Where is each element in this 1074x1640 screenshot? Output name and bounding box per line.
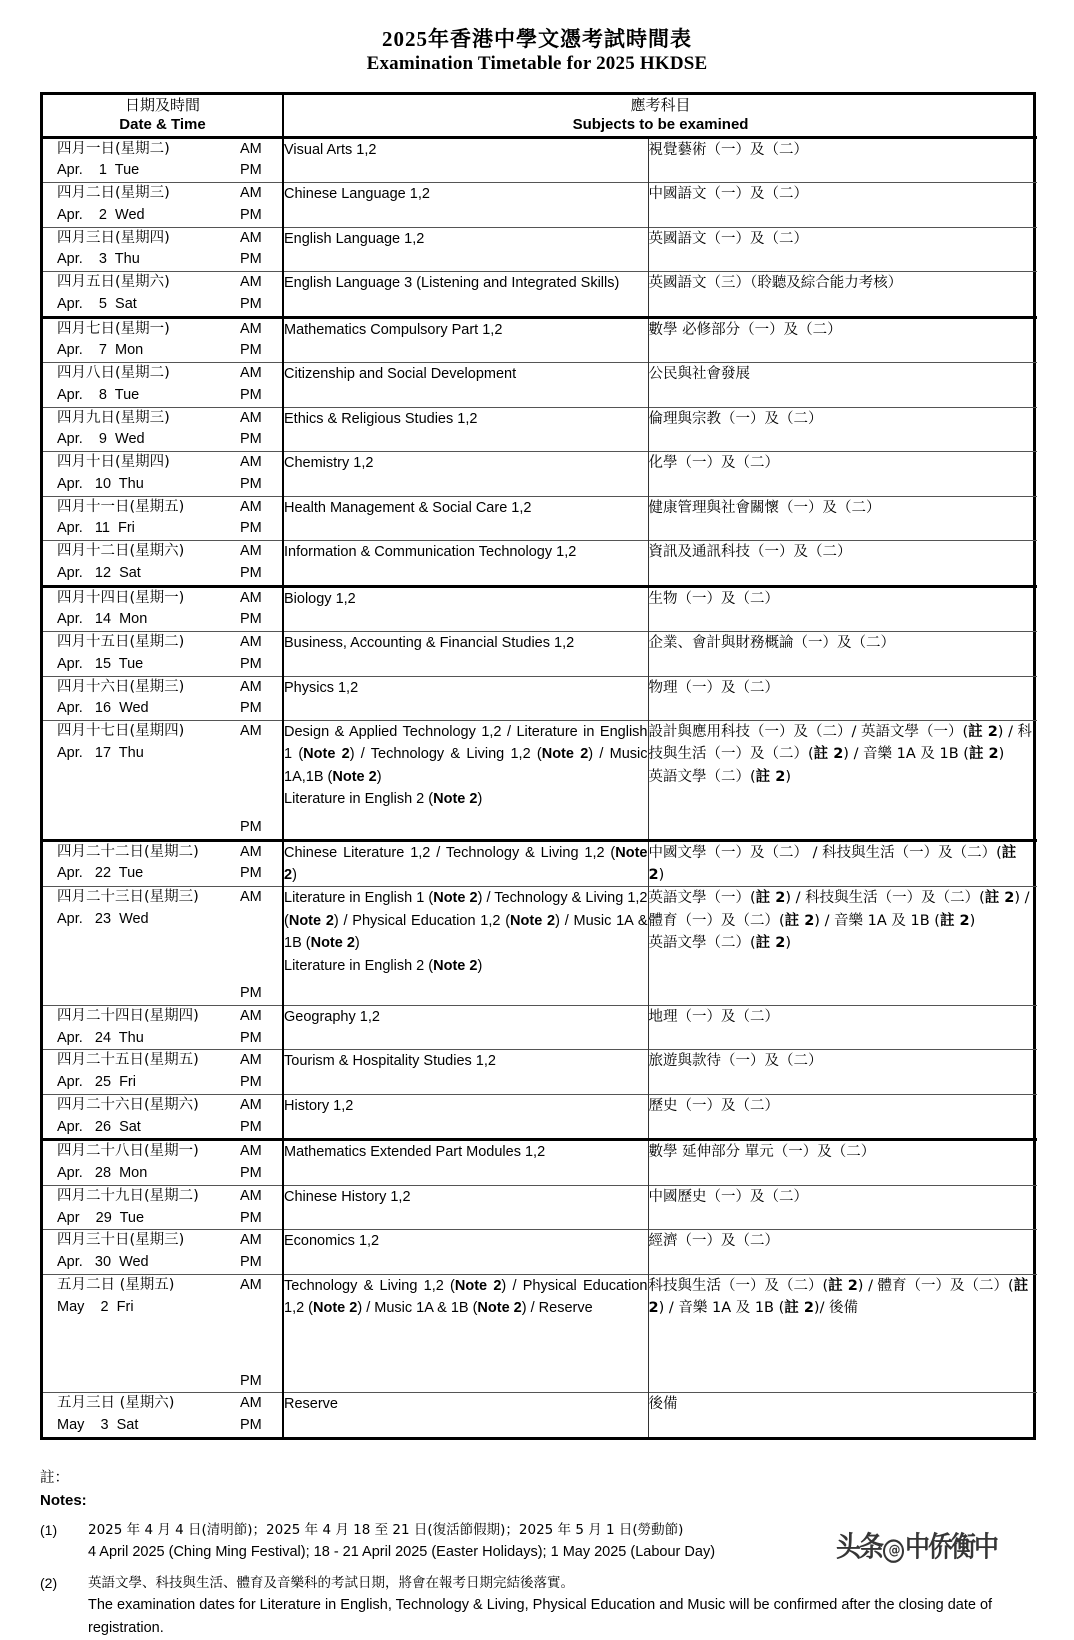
subject-english-line: Chemistry 1,2 [284, 455, 374, 471]
am-label: AM [240, 1395, 262, 1412]
subject-chinese-line: 英語文學（二）(註 2) [648, 935, 791, 952]
subject-chinese-cell [648, 541, 1037, 587]
date-en: Apr. 22 Tue [57, 865, 144, 882]
am-label: AM [240, 185, 262, 201]
session-labels [240, 228, 270, 272]
subject-chinese-cell [648, 317, 1037, 363]
date-zh: 四月十六日(星期三) [57, 678, 185, 695]
am-label: AM [240, 1143, 262, 1160]
pm-label: PM [240, 431, 262, 448]
subject-chinese-cell [648, 887, 1037, 1006]
subject-english-line: Biology 1,2 [284, 590, 356, 607]
header-date-time [43, 95, 283, 137]
subject-chinese-cell [648, 1230, 1037, 1275]
subject-english-line: Visual Arts 1,2 [284, 141, 377, 158]
pm-label: PM [240, 162, 262, 179]
date-time-cell [43, 541, 283, 587]
subject-english-cell [283, 541, 648, 587]
subject-chinese-cell [648, 1050, 1037, 1095]
date-en: May 2 Fri [57, 1298, 134, 1315]
header-subjects-zh: 應考科目 [630, 96, 691, 114]
table-row [43, 541, 1037, 587]
am-label: AM [240, 365, 262, 381]
session-labels [240, 497, 270, 541]
table-row [43, 840, 1037, 887]
pm-label: PM [240, 985, 262, 1002]
subject-english-line: Business, Accounting & Financial Studies 1,2 [284, 635, 575, 651]
page-title [0, 0, 1074, 82]
subject-english-cell [283, 1094, 648, 1140]
table-row [43, 1050, 1037, 1095]
am-label: AM [240, 543, 262, 559]
date-en: Apr. 10 Thu [57, 475, 144, 492]
session-labels [240, 1393, 270, 1437]
date-zh: 四月二十五日(星期五) [57, 1052, 199, 1069]
date-en: Apr. 15 Tue [57, 655, 144, 672]
session-labels [240, 1006, 270, 1050]
pm-label: PM [240, 342, 262, 359]
date-en: Apr. 17 Thu [57, 744, 144, 761]
subject-chinese-line: 中國語文（一）及（二） [648, 186, 808, 202]
subject-english-line: Mathematics Extended Part Modules 1,2 [284, 1144, 546, 1161]
session-labels [240, 183, 270, 227]
subject-english-cell [283, 363, 648, 408]
pm-label: PM [240, 655, 262, 672]
session-labels [240, 541, 270, 585]
session-labels [240, 1230, 270, 1274]
date-time-cell [43, 1393, 283, 1437]
subject-chinese-cell [648, 227, 1037, 272]
date-en: May 3 Sat [57, 1417, 139, 1434]
subject-chinese-line: 物理（一）及（二） [648, 679, 779, 696]
subject-chinese-line: 科技與生活（一）及（二）(註 2) / 體育（一）及（二）(註 2) / 音樂 1A 及 1B (註 2)/ 後備 [648, 1277, 1029, 1317]
date-en: Apr. 25 Fri [57, 1074, 136, 1091]
header-subjects-en: Subjects to be examined [572, 116, 749, 134]
table-row [43, 1094, 1037, 1140]
subject-chinese-cell [648, 137, 1037, 183]
subject-english-cell [283, 676, 648, 721]
pm-label: PM [240, 1209, 262, 1226]
am-label: AM [240, 589, 262, 606]
date-en: Apr. 7 Mon [57, 342, 144, 359]
watermark-badge-icon: @ [883, 1539, 904, 1563]
table-row [43, 363, 1037, 408]
date-zh: 四月十五日(星期二) [57, 634, 185, 650]
date-time-cell [43, 632, 283, 677]
subject-english-cell [283, 632, 648, 677]
pm-label: PM [240, 1165, 262, 1182]
note-body [88, 1519, 1034, 1564]
subject-english-line: Literature in English 1 (Note 2) / Technology & Living 1,2 (Note 2) / Physical Education 1,2 (Note 2) / Music 1A & 1B (Note 2) [284, 890, 648, 952]
table-row [43, 407, 1037, 452]
date-en: Apr. 23 Wed [57, 911, 149, 928]
notes-title-zh: 註： [40, 1469, 69, 1486]
date-time-cell [43, 887, 283, 1006]
subject-chinese-cell [648, 632, 1037, 677]
subject-chinese-line: 健康管理與社會關懷（一）及（二） [648, 499, 881, 516]
subject-english-line: Health Management & Social Care 1,2 [284, 499, 532, 516]
date-time-cell [43, 676, 283, 721]
subject-chinese-line: 地理（一）及（二） [648, 1008, 779, 1025]
subject-chinese-cell [648, 1094, 1037, 1140]
date-zh: 四月七日(星期一) [57, 320, 170, 337]
header-date-time-en: Date & Time [119, 116, 206, 134]
subject-english-line: Geography 1,2 [284, 1008, 380, 1025]
date-en: Apr. 2 Wed [57, 206, 145, 223]
note-number: (1) [40, 1522, 58, 1539]
am-label: AM [240, 320, 262, 337]
subject-english-cell [283, 227, 648, 272]
date-en: Apr. 9 Wed [57, 431, 145, 448]
date-time-cell [43, 721, 283, 841]
pm-label: PM [240, 1074, 262, 1091]
subject-chinese-line: 公民與社會發展 [648, 366, 750, 382]
subject-english-line: Technology & Living 1,2 (Note 2) / Physical Education 1,2 (Note 2) / Music 1A & 1B (Note 2) / Reserve [284, 1277, 648, 1317]
date-zh: 四月十日(星期四) [57, 454, 170, 470]
subject-chinese-line: 設計與應用科技（一）及（二）/ 英語文學（一）(註 2) / 科技與生活（一）及（二）(註 2) / 音樂 1A 及 1B (註 2) [648, 724, 1033, 763]
note-text-zh: 英語文學、科技與生活、體育及音樂科的考試日期，將會在報考日期完結後落實。 [88, 1574, 574, 1591]
session-labels [240, 408, 270, 452]
header-date-time-zh: 日期及時間 [124, 96, 200, 114]
subject-english-line: Tourism & Hospitality Studies 1,2 [284, 1053, 496, 1070]
date-en: Apr. 8 Tue [57, 386, 140, 403]
date-zh: 四月十二日(星期六) [57, 543, 185, 559]
session-labels [240, 677, 270, 721]
pm-label: PM [240, 1372, 262, 1389]
am-label: AM [240, 634, 262, 650]
subject-chinese-line: 生物（一）及（二） [648, 590, 779, 607]
date-time-cell [43, 1050, 283, 1095]
exam-timetable [43, 95, 1037, 1437]
title-english: Examination Timetable for 2025 HKDSE [366, 53, 708, 75]
subject-chinese-line: 數學 必修部分（一）及（二） [648, 321, 842, 338]
subject-english-cell [283, 887, 648, 1006]
date-time-cell [43, 1185, 283, 1230]
date-en: Apr. 30 Wed [57, 1254, 149, 1271]
subject-english-cell [283, 1230, 648, 1275]
subject-english-line: Mathematics Compulsory Part 1,2 [284, 321, 503, 338]
subject-chinese-line: 英語文學（二）(註 2) [648, 768, 791, 785]
pm-label: PM [240, 865, 262, 882]
am-label: AM [240, 274, 262, 290]
pm-label: PM [240, 1029, 262, 1046]
subject-english-cell [283, 1185, 648, 1230]
table-header-row [43, 95, 1037, 137]
session-labels [240, 588, 270, 632]
pm-label: PM [240, 475, 262, 492]
am-label: AM [240, 678, 262, 695]
pm-label: PM [240, 386, 262, 403]
subject-chinese-cell [648, 452, 1037, 497]
date-zh: 五月三日 (星期六) [57, 1395, 175, 1412]
table-row [43, 137, 1037, 183]
subject-chinese-line: 倫理與宗教（一）及（二） [648, 410, 823, 427]
date-zh: 四月二十九日(星期二) [57, 1187, 199, 1204]
session-labels [240, 452, 270, 496]
subject-chinese-line: 資訊及通訊科技（一）及（二） [648, 544, 852, 560]
am-label: AM [240, 1096, 262, 1113]
subject-english-line: Ethics & Religious Studies 1,2 [284, 410, 478, 427]
watermark-left: 头条 [836, 1530, 883, 1563]
subject-english-line: Reserve [284, 1396, 338, 1413]
pm-label: PM [240, 700, 262, 717]
timetable-container [40, 92, 1036, 1440]
header-subjects [283, 95, 1037, 137]
subject-chinese-line: 化學（一）及（二） [648, 455, 779, 471]
date-time-cell [43, 363, 283, 408]
session-labels [240, 272, 270, 316]
date-en: Apr. 24 Thu [57, 1029, 144, 1046]
date-en: Apr. 16 Wed [57, 700, 149, 717]
am-label: AM [240, 1007, 262, 1024]
pm-label: PM [240, 1417, 262, 1434]
subject-english-line: Citizenship and Social Development [284, 366, 517, 382]
subject-english-cell [283, 1140, 648, 1186]
session-labels [240, 887, 270, 1005]
subject-english-cell [283, 452, 648, 497]
subject-english-cell [283, 1393, 648, 1437]
subject-english-cell [283, 272, 648, 318]
subject-english-cell [283, 1274, 648, 1393]
subject-english-cell [283, 721, 648, 841]
table-row [43, 272, 1037, 318]
note-text-en: The examination dates for Literature in English, Technology & Living, Physical Education and Music will be confirmed after the closing date of registration. [88, 1596, 993, 1637]
date-zh: 四月三十日(星期三) [57, 1232, 185, 1249]
date-time-cell [43, 137, 283, 183]
subject-english-cell [283, 1005, 648, 1050]
session-labels [240, 139, 270, 183]
subject-chinese-cell [648, 840, 1037, 887]
table-row [43, 227, 1037, 272]
subject-chinese-line: 企業、會計與財務概論（一）及（二） [648, 635, 895, 651]
date-zh: 四月十一日(星期五) [57, 498, 185, 515]
table-row [43, 1140, 1037, 1186]
date-en: Apr. 5 Sat [57, 295, 137, 312]
subject-english-cell [283, 137, 648, 183]
table-row [43, 676, 1037, 721]
am-label: AM [240, 1232, 262, 1249]
date-en: Apr 29 Tue [57, 1209, 145, 1226]
subject-chinese-cell [648, 363, 1037, 408]
am-label: AM [240, 1052, 262, 1069]
date-zh: 四月二十二日(星期二) [57, 843, 199, 860]
subject-english-line: History 1,2 [284, 1097, 354, 1114]
pm-label: PM [240, 1118, 262, 1135]
date-zh: 四月二十六日(星期六) [57, 1096, 199, 1113]
date-zh: 四月八日(星期二) [57, 365, 170, 381]
date-zh: 四月二十四日(星期四) [57, 1007, 199, 1024]
subject-english-line: Chinese Language 1,2 [284, 186, 430, 202]
date-time-cell [43, 586, 283, 632]
date-time-cell [43, 1230, 283, 1275]
date-zh: 四月二十三日(星期三) [57, 889, 199, 906]
subject-chinese-cell [648, 407, 1037, 452]
session-labels [240, 721, 270, 839]
session-labels [240, 1095, 270, 1139]
subject-chinese-line: 旅遊與款待（一）及（二） [648, 1053, 823, 1070]
date-time-cell [43, 227, 283, 272]
date-time-cell [43, 272, 283, 318]
subject-chinese-line: 英國語文（一）及（二） [648, 230, 808, 247]
pm-label: PM [240, 251, 262, 268]
subject-chinese-line: 英語文學（一）(註 2) / 科技與生活（一）及（二）(註 2) / 體育（一）及（二）(註 2) / 音樂 1A 及 1B (註 2) [648, 890, 1030, 929]
session-labels [240, 363, 270, 407]
session-labels [240, 319, 270, 363]
date-en: Apr. 28 Mon [57, 1165, 148, 1182]
subject-chinese-line: 歷史（一）及（二） [648, 1097, 779, 1114]
subject-english-line: Literature in English 2 (Note 2) [284, 791, 483, 808]
session-labels [240, 1050, 270, 1094]
watermark-right: 中侨衡中 [905, 1530, 998, 1563]
subject-english-cell [283, 586, 648, 632]
date-zh: 五月二日 (星期五) [57, 1276, 175, 1293]
notes-section [40, 1468, 1034, 1640]
subject-english-cell [283, 840, 648, 887]
subject-chinese-cell [648, 676, 1037, 721]
date-zh: 四月一日(星期二) [57, 140, 170, 157]
pm-label: PM [240, 206, 262, 223]
subject-chinese-line: 英國語文（三）（聆聽及綜合能力考核） [648, 275, 903, 291]
notes-title-en: Notes: [40, 1491, 87, 1509]
subject-chinese-line: 數學 延伸部分 單元（一）及（二） [648, 1144, 876, 1161]
am-label: AM [240, 454, 262, 470]
session-labels [240, 1186, 270, 1230]
session-labels [240, 1275, 270, 1393]
subject-english-cell [283, 1050, 648, 1095]
am-label: AM [240, 229, 262, 246]
subject-chinese-cell [648, 183, 1037, 228]
subject-english-line: English Language 3 (Listening and Integrated Skills) [284, 275, 620, 291]
date-zh: 四月三日(星期四) [57, 229, 170, 246]
subject-chinese-line: 經濟（一）及（二） [648, 1233, 779, 1250]
date-zh: 四月二十八日(星期一) [57, 1143, 199, 1160]
subject-english-line: Chinese History 1,2 [284, 1188, 411, 1205]
pm-label: PM [240, 818, 262, 835]
subject-english-cell [283, 496, 648, 541]
date-zh: 四月九日(星期三) [57, 409, 170, 426]
am-label: AM [240, 140, 262, 157]
date-time-cell [43, 1005, 283, 1050]
pm-label: PM [240, 295, 262, 312]
session-labels [240, 842, 270, 886]
subject-chinese-cell [648, 1140, 1037, 1186]
subject-english-line: Literature in English 2 (Note 2) [284, 957, 483, 974]
pm-label: PM [240, 611, 262, 628]
date-en: Apr. 1 Tue [57, 162, 140, 179]
pm-label: PM [240, 520, 262, 537]
subject-english-cell [283, 183, 648, 228]
subject-chinese-cell [648, 1274, 1037, 1393]
table-row [43, 183, 1037, 228]
subject-english-line: Economics 1,2 [284, 1233, 380, 1250]
table-row [43, 1185, 1037, 1230]
note-item [40, 1519, 1034, 1564]
pm-label: PM [240, 1254, 262, 1271]
date-time-cell [43, 496, 283, 541]
subject-chinese-cell [648, 586, 1037, 632]
date-time-cell [43, 407, 283, 452]
note-text-zh: 2025 年 4 月 4 日(清明節)；2025 年 4 月 18 至 21 日(復活節假期)；2025 年 5 月 1 日(勞動節) [88, 1522, 684, 1539]
date-zh: 四月十四日(星期一) [57, 589, 185, 606]
note-number: (2) [40, 1574, 58, 1591]
am-label: AM [240, 843, 262, 860]
date-time-cell [43, 183, 283, 228]
note-text-en: 4 April 2025 (Ching Ming Festival); 18 - 21 April 2025 (Easter Holidays); 1 May 2025 (Labour Day) [88, 1544, 716, 1561]
date-zh: 四月五日(星期六) [57, 274, 170, 290]
subject-english-line: English Language 1,2 [284, 230, 425, 247]
table-row [43, 1005, 1037, 1050]
date-time-cell [43, 317, 283, 363]
date-time-cell [43, 840, 283, 887]
am-label: AM [240, 409, 262, 426]
subject-english-cell [283, 317, 648, 363]
subject-chinese-cell [648, 721, 1037, 841]
subject-chinese-line: 視覺藝術（一）及（二） [648, 141, 808, 158]
am-label: AM [240, 1276, 262, 1293]
date-zh: 四月二日(星期三) [57, 185, 170, 201]
date-zh: 四月十七日(星期四) [57, 723, 185, 739]
date-time-cell [43, 1140, 283, 1186]
date-en: Apr. 12 Sat [57, 564, 141, 581]
am-label: AM [240, 723, 262, 739]
date-en: Apr. 26 Sat [57, 1118, 141, 1135]
session-labels [240, 632, 270, 676]
table-row [43, 887, 1037, 1006]
am-label: AM [240, 1187, 262, 1204]
table-row [43, 632, 1037, 677]
subject-chinese-cell [648, 272, 1037, 318]
table-row [43, 721, 1037, 841]
date-en: Apr. 3 Thu [57, 251, 140, 268]
table-row [43, 317, 1037, 363]
am-label: AM [240, 889, 262, 906]
subject-chinese-line: 中國歷史（一）及（二） [648, 1188, 808, 1205]
date-en: Apr. 14 Mon [57, 611, 148, 628]
session-labels [240, 1141, 270, 1185]
date-time-cell [43, 1094, 283, 1140]
pm-label: PM [240, 564, 262, 581]
am-label: AM [240, 498, 262, 515]
table-row [43, 1274, 1037, 1393]
subject-chinese-cell [648, 496, 1037, 541]
subject-chinese-cell [648, 1005, 1037, 1050]
subject-chinese-cell [648, 1185, 1037, 1230]
table-row [43, 1230, 1037, 1275]
subject-english-cell [283, 407, 648, 452]
subject-english-line: Information & Communication Technology 1,2 [284, 544, 577, 560]
date-time-cell [43, 1274, 283, 1393]
subject-english-line: Physics 1,2 [284, 679, 359, 696]
table-row [43, 1393, 1037, 1437]
date-time-cell [43, 452, 283, 497]
subject-english-line: Design & Applied Technology 1,2 / Literature in English 1 (Note 2) / Technology & Living 1,2 (Note 2) / Music 1A,1B (Note 2) [284, 724, 648, 785]
subject-chinese-line: 後備 [648, 1396, 678, 1413]
title-chinese: 2025年香港中學文憑考試時間表 [382, 27, 692, 51]
subject-chinese-line: 中國文學（一）及（二） / 科技與生活（一）及（二）(註 2) [648, 844, 1017, 883]
table-row [43, 586, 1037, 632]
subject-chinese-cell [648, 1393, 1037, 1437]
subject-english-line: Chinese Literature 1,2 / Technology & Living 1,2 (Note 2) [284, 844, 648, 883]
table-row [43, 452, 1037, 497]
table-row [43, 496, 1037, 541]
date-en: Apr. 11 Fri [57, 520, 135, 537]
